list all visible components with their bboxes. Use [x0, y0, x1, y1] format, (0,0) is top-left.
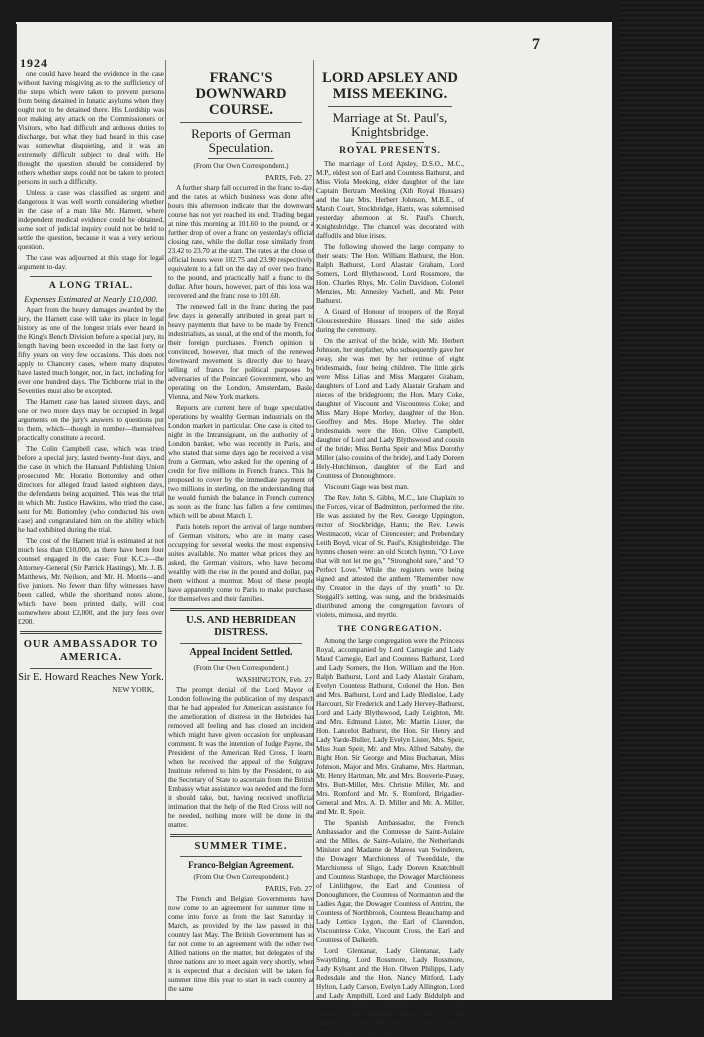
divider	[328, 106, 452, 107]
page-header	[20, 26, 610, 70]
column-left	[18, 70, 164, 1000]
subheadline: Expenses Estimated at Nearly £10,000.	[24, 294, 158, 304]
article-text: The Spanish Ambassador, the French Ambassador and the Comtesse de Saint-Aulaire and the Mlles. de Saint-Aulaire, the Netherlands Minister and Madame de Marees van Swinderen, the Dowager Marchioness of Tweeddale, the Marchioness of Sligo, Lady Doreen Knatchbull and Countess Stanhope, the Dowager Marchioness of Linlithgow, the Earl and Countess of Donoughmore, the Countess of Normanton and the Ladies Agar, the Dowager Countess of Antrim, the Countess of Northbrook, Countess Beauchamp and Lady Lettice Lygon, the Earl of Clarendon, Viscountess Coke, Viscount Cross, the Earl and Countess of Dalkeith.	[316, 819, 464, 944]
divider	[30, 276, 152, 277]
byline: (From Our Own Correspondent.)	[193, 162, 289, 170]
article-text: Unless a case was classified as urgent and dangerous it was well worth considering whether in the case of a man like Mr. Harnett, where independent medical evidence could be obtained, some sort of judicial inquiry could not be held to settle the question, because it was a very serious question.	[18, 189, 164, 251]
dateline: PARIS, Feb. 27.	[265, 173, 314, 182]
subheadline: Franco-Belgian Agreement.	[188, 860, 294, 870]
headline-summer-time: SUMMER TIME.	[194, 841, 288, 852]
article-text: one could have heard the evidence in the case without having misgiving as to the sufficiency of the steps which were taken to prevent persons from being detained in lunatic asylums when they ought not to be detained there. His Lordship was not making any attack on the Commissioners or Visitors, who had difficult and arduous duties to discharge, but what they had heard in this case was somewhat disquieting, and it was an extremely difficult subject to deal with. He thought the question should be considered by others whether steps could not be taken to protect persons in such a difficulty.	[18, 70, 164, 186]
dateline: PARIS, Feb. 27.	[265, 884, 314, 893]
article-text: The Rev. John S. Gibbs, M.C., late Chaplain to the Forces, vicar of Badminton, performed the rite. He was assisted by the Rev. George Uppington, rector of Stockbridge, Hants; the Rev. Lewis Westmacott, vicar of Cirencester; and Prebendary Leith Boyd, vicar of St. Paul's, Knightsbridge. The hymns chosen were: an old Scotch hymn, "O Love that wilt not let me go," "Stronghold sure," and "O Perfect Love." While the registers were being signed and attested the anthem "Remember now thy Creator in the days of thy youth" to Dr. Steggall's setting, was sung, and the bridesmaids distributed among the congregation favours of violets, mimosa, and myrtle.	[316, 494, 464, 619]
headline-apsley: LORD APSLEY AND MISS MEEKING.	[322, 70, 458, 102]
divider	[170, 834, 312, 837]
headline-long-trial: A LONG TRIAL.	[48, 281, 134, 291]
divider	[20, 631, 162, 634]
divider	[180, 122, 302, 123]
article-text: Apart from the heavy damages awarded by the jury, the Harnett case will take its place in legal history as one of the longest trials ever heard in the King's Bench Division before a special jury, its length having been exceeded in the last forty or fifty years on very few occasions. This does not apply to Chancery cases, where many disputes have lasted much longer, nor, in fact, including for over one hundred days. The Tichborne trial in the Seventies must also be excepted.	[18, 306, 164, 395]
article-text: The prompt denial of the Lord Mayor of London following the publication of my despatch that he had appealed for American assistance for the amelioration of distress in the Hebrides has removed all feeling and has closed an incident which might have given occasion for unpleasant comment. It was the intention of Judge Payne, the President of the American Red Cross, I learn, when he received the appeal of the Sulgrave Institute referred to him by the President, to ask the Secretary of State to ascertain from the British Embassy what assistance was needed and the form it should take, but, having received unofficial intimation that the help of the Red Cross will not be needed, nothing more will be done in the matter.	[168, 686, 314, 829]
subheadline: Reports of German Speculation.	[191, 126, 291, 155]
section-heading: THE CONGREGATION.	[337, 624, 443, 633]
page-year: 1924	[20, 56, 48, 70]
article-text: Lord Glentanar, Lady Glentanar, Lady Swaythling, Lord Rossmore, Lady Rossmore, Lady Kylsant and the Hon. Olwen Philipps, Lady Redesdale and the Hon. Nancy Mitford, Lady Hylton, Lady Carson, Evelyn Lady Allington, Lord and Lady Ampthill, Lord and Lady Biddulph and the Hon. Adelaide Biddulph, Lord and Lady Ackwith, Lord Lamington, Lady Lord and Lady Hesketh, and the Hon. Monica and the Hon. Desborough and Lady Fairfax.	[316, 947, 464, 1036]
article-text: The renewed fall in the franc during the past few days is generally attributed in great part to heavy payments that have to be made by French industrialists, as usual, at the end of the month, for their foreign purchases. French opinion is convinced, however, that much of the renewed downward movement is directly due to heavy selling of francs for political purposes by adversaries of the Poincaré Government, who are operating on the London, Amsterdam, Basle, Vienna, and New York markets.	[168, 303, 314, 401]
headline-hebridean: U.S. AND HEBRIDEAN DISTRESS.	[186, 615, 296, 638]
headline-ambassador: OUR AMBASSADOR TO AMERICA.	[23, 639, 159, 663]
divider	[30, 668, 152, 669]
dateline: WASHINGTON, Feb. 27.	[236, 675, 314, 684]
article-text: Reports are current here of huge speculative operations by wealthy German industrials on the London market in particular. One case is cited to-night in the Intransigeant, on the authority of a London banker, who was recently in Paris, and who stated that some days ago he received a visit from a German, who asked for the opening of a credit for five millions in French francs. This he proposed to cover by the immediate payment of two millions in sterling, on the understanding that he would furnish the balance in French currency as soon as the franc has fallen a few centimes, which will be about March 1.	[168, 404, 314, 520]
divider	[356, 142, 424, 143]
divider	[208, 158, 274, 159]
article-text: The Harnett case has lasted sixteen days, and one or two more days may be occupied in legal arguments on the jury's answers to questions put to them, which—though in number—themselves practically constitute a record.	[18, 398, 164, 442]
headline-franc: FRANC'S DOWNWARD COURSE.	[195, 70, 287, 118]
article-text: The case was adjourned at this stage for legal argument to-day.	[18, 254, 164, 271]
column-rule	[165, 60, 166, 1000]
article-text: Paris hotels report the arrival of large numbers of German visitors, who are in many cases occupying for several weeks the most expensive suites available. No matter what prices they are asked, the German visitors, who have become wealthy with the rise in the pound and dollar, pay them without a murmur. Most of these people have apparently come to Paris to make purchases for themselves and their families.	[168, 523, 314, 603]
section-heading: ROYAL PRESENTS.	[339, 146, 441, 156]
article-text: The marriage of Lord Apsley, D.S.O., M.C., M.P., eldest son of Earl and Countess Bathurst, and Miss Viola Meeking, elder daughter of the late Captain Bertram Meeking (Xth Royal Hussars) and the late Mrs. Herbert Johnson, M.B.E., of Marsh Court, Stockbridge, Hants, was solemnised yesterday afternoon at St. Paul's Church, Knightsbridge. The chancel was decorated with daffodils and blue irises.	[316, 160, 464, 240]
article-text: Viscount Gage was best man.	[324, 483, 409, 491]
divider	[180, 643, 302, 644]
byline: (From Our Own Correspondent.)	[193, 664, 289, 672]
subheadline: Sir E. Howard Reaches New York.	[18, 672, 164, 683]
column-right	[316, 70, 464, 1036]
column-middle	[168, 70, 314, 1000]
divider	[180, 856, 302, 857]
page-number: 7	[532, 36, 540, 53]
article-text: Among the large congregation were the Princess Royal, accompanied by Lord Carnegie and Lady Maud Carnegie, Earl and Countess Bathurst, Lord and Lady Somers, the Hon. William and the Hon. Ralph Bathurst, Lord and Lady Alastair Graham, Evelyn Countess Bathurst, Colonel the Hon. Ben and Mrs. Bathurst, Lord and Lady Bledisloe, Lady Harcourt, Sir Frederick and Lady Hervey-Bathurst, Lord and Lady Blythswood, Lady Leighton, Mr. and Mrs. Edmund Lister, Mr. Martin Lister, the Hon. Lancelot Bathurst, the Hon. Sir Henry and Lady Yarde-Buller, Lady Evelyn Lister, Mrs. Speir, Miss Joan Speir, Mr. and Mrs. Alfred Sababy, the Right Hon. Sir George and Miss Buchanan, Miss Johnson, Major and Mrs. Grahame, Mrs. Hartman, Mr. Henry Hartman, Mr. and Mrs. Bouverie-Pusey, Mrs. Butt-Miller, Mrs. Christie Miller, Mr. and Mrs. Romford and Mr. S. Romford, Brigadier-General and Mrs. A. D. Miller and Mr. A. Miller, and Mr. R. Speir.	[316, 637, 464, 816]
article-text: The Colin Campbell case, which was tried before a special jury, lasted twenty-four days, and the case in which the Hansard Publishing Union prosecuted Mr. Horatio Bottomley and other directors for alleged fraud lasted eighteen days, the defendants being acquitted. This was the trial in which Mr. Justice Hawkins, who tried the case, sent for Mr. Bottomley (who conducted his own case) and congratulated him on the ability which he had exhibited during the trial.	[18, 445, 164, 534]
divider	[208, 660, 274, 661]
subheadline: Appeal Incident Settled.	[189, 647, 293, 658]
dateline: NEW YORK,	[112, 685, 154, 694]
byline: (From Our Own Correspondent.)	[193, 873, 289, 881]
article-text: A Guard of Honour of troopers of the Royal Gloucestershire Hussars lined the side aisles during the ceremony.	[316, 308, 464, 334]
divider	[170, 608, 312, 611]
adjacent-page-edge	[620, 0, 704, 1000]
article-text: A further sharp fall occurred in the franc to-day, and the rates at which business was done after hours this afternoon indicate that the downward course has not yet reached its end. Trading began at nine this morning at 101.60 to the pound, or a further drop of over a franc on yesterday's official closing rate, while the dollar rose similarly from 23.42 to 23.70 at the start. The rates at the close of official hours were 102.75 and 23.90 respectively, equivalent to a fall on the day of over two francs to the pound, and practically half a franc to the dollar. After hours, however, part of this loss was recovered and the franc rose to 101.60.	[168, 184, 314, 300]
article-text: The following showed the large company to their seats: The Hon. William Bathurst, the Hon. Ralph Bathurst, Lord Alastair Graham, Lord Somers, Lord Blythswood, Lord Rossmore, the Hon. Charles Rhys, Mr. Colin Davidson, Colonel Menzies, Mr. Annesley Vachell, and Mr. Peter Bathurst.	[316, 243, 464, 305]
article-text: The French and Belgian Governments have now come to an agreement for summer time to come into force as from the last Saturday in March, as provided by the law passed in this country last May. The British Government has so far not come to an agreement with the other two Allied nations on the matter, but delegates of the three nations are to meet again very shortly, when it is expected that a decision will be taken for summer time this year to start in each country at the same	[168, 895, 314, 993]
article-text: On the arrival of the bride, with Mr. Herbert Johnson, her stepfather, who subsequently gave her away, she was met by her retinue of eight bridesmaids, four being children. The little girls were Miss Lilias and Miss Margaret Graham, daughters of Lord and Lady Alastair Graham and nieces of the bridegroom; the Hon. Mary Coke, daughter of Viscount and Viscountess Coke; and Miss Mary Hope Morley, daughter of the Hon. Geoffrey and Mrs. Hope Morley. The older bridesmaids were the Hon. Olive Campbell, daughter of Lord and Lady Blythswood and cousin of the bride; Miss Bertha Speir and Miss Dorothy Miller (also cousins of the bride), and Lady Doreen Hely-Hutchinson, daughter of the Earl and Countess of Donoughmore.	[316, 337, 464, 480]
article-text: The cost of the Harnett trial is estimated at not much less than £10,000, as there have been four counsel engaged in the case: Four K.C.s—the Attorney-General (Sir Patrick Hastings), Mr. J. B. Matthews, Mr. Neilson, and Mr. H. Morris—and five juniors. No fewer than fifty witnesses have been called, while the shorthand notes alone, which have been printed daily, will cost somewhere about £2,000, and the jury fees over £200.	[18, 537, 164, 626]
subheadline: Marriage at St. Paul's, Knightsbridge.	[332, 110, 448, 139]
